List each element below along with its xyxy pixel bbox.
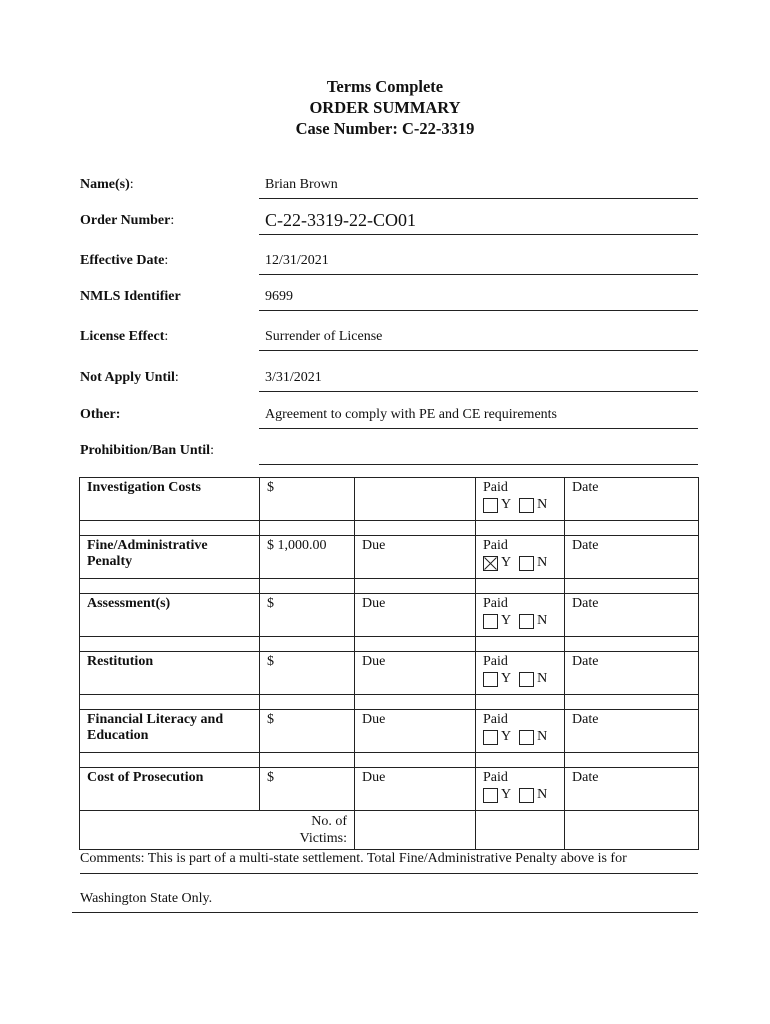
victims-extra-1 [476, 811, 565, 850]
comments-section [80, 851, 698, 906]
names-value[interactable]: Brian Brown [259, 177, 698, 199]
victims-label: No. of Victims: [80, 811, 355, 850]
cost-due[interactable]: Due [355, 710, 476, 753]
spacer-row [80, 579, 699, 594]
order-number-field: Order Number: C-22-3319-22-CO01 [80, 213, 698, 235]
not-apply-until-field: Not Apply Until: 3/31/2021 [80, 370, 698, 392]
cost-name: Cost of Prosecution [80, 768, 260, 811]
cost-due[interactable]: Due [355, 594, 476, 637]
cost-due[interactable]: Due [355, 768, 476, 811]
spacer-row [80, 637, 699, 652]
not-apply-until-label: Not Apply Until [80, 370, 175, 385]
cost-paid-cell [476, 478, 565, 521]
cost-row [80, 594, 699, 637]
paid-label: Paid [483, 654, 508, 669]
comments-line-2[interactable]: Washington State Only. [72, 891, 698, 913]
paid-no-checkbox[interactable] [519, 498, 534, 513]
cost-date[interactable]: Date [565, 536, 699, 579]
cost-row [80, 652, 699, 695]
names-label: Name(s) [80, 177, 130, 192]
cost-amount[interactable]: $ [260, 710, 355, 753]
paid-no-checkbox[interactable] [519, 730, 534, 745]
paid-yes-checkbox[interactable] [483, 614, 498, 629]
cost-paid-cell [476, 652, 565, 695]
not-apply-until-value[interactable]: 3/31/2021 [259, 370, 698, 392]
cost-date[interactable]: Date [565, 710, 699, 753]
paid-yes-checkbox[interactable] [483, 672, 498, 687]
cost-name: Assessment(s) [80, 594, 260, 637]
paid-no-checkbox[interactable] [519, 614, 534, 629]
paid-no-label: N [537, 729, 548, 744]
costs-table [79, 477, 699, 850]
cost-row [80, 710, 699, 753]
paid-yes-label: Y [501, 787, 512, 802]
cost-paid-cell [476, 536, 565, 579]
prohibition-field: Prohibition/Ban Until: [80, 443, 698, 465]
cost-due[interactable]: Due [355, 652, 476, 695]
nmls-field [80, 289, 698, 311]
cost-paid-cell [476, 594, 565, 637]
cost-paid-cell [476, 710, 565, 753]
comments-line-1[interactable]: Comments: This is part of a multi-state settlement. Total Fine/Administrative Penalty above is for [80, 851, 698, 874]
nmls-label: NMLS Identifier [80, 289, 181, 304]
cost-row [80, 478, 699, 521]
cost-date[interactable]: Date [565, 478, 699, 521]
paid-no-checkbox[interactable] [519, 672, 534, 687]
cost-date[interactable]: Date [565, 652, 699, 695]
paid-no-checkbox[interactable] [519, 788, 534, 803]
effective-date-label: Effective Date [80, 253, 165, 268]
other-label: Other: [80, 407, 121, 422]
document-header [0, 76, 770, 139]
cost-name: Investigation Costs [80, 478, 260, 521]
paid-yes-label: Y [501, 555, 512, 570]
paid-no-label: N [537, 497, 548, 512]
victims-row [80, 811, 699, 850]
paid-label: Paid [483, 712, 508, 727]
paid-no-label: N [537, 555, 548, 570]
cost-due[interactable]: Due [355, 536, 476, 579]
cost-due[interactable] [355, 478, 476, 521]
order-number-value[interactable]: C-22-3319-22-CO01 [259, 210, 698, 235]
paid-yes-checkbox[interactable] [483, 730, 498, 745]
cost-row [80, 768, 699, 811]
paid-label: Paid [483, 538, 508, 553]
cost-amount[interactable]: $ [260, 478, 355, 521]
other-field [80, 407, 698, 429]
cost-row [80, 536, 699, 579]
cost-paid-cell [476, 768, 565, 811]
cost-amount[interactable]: $ [260, 768, 355, 811]
cost-date[interactable]: Date [565, 768, 699, 811]
cost-date[interactable]: Date [565, 594, 699, 637]
cost-name: Fine/Administrative Penalty [80, 536, 260, 579]
paid-label: Paid [483, 770, 508, 785]
license-effect-field: License Effect: Surrender of License [80, 329, 698, 351]
paid-label: Paid [483, 596, 508, 611]
title-order-summary: ORDER SUMMARY [309, 98, 461, 117]
paid-label: Paid [483, 480, 508, 495]
spacer-row [80, 753, 699, 768]
cost-amount[interactable]: $ [260, 594, 355, 637]
paid-yes-label: Y [501, 613, 512, 628]
paid-yes-checkbox[interactable] [483, 498, 498, 513]
effective-date-value[interactable]: 12/31/2021 [259, 253, 698, 275]
effective-date-field: Effective Date: 12/31/2021 [80, 253, 698, 275]
paid-no-checkbox[interactable] [519, 556, 534, 571]
victims-count[interactable] [355, 811, 476, 850]
paid-yes-checkbox[interactable] [483, 556, 498, 571]
paid-yes-label: Y [501, 671, 512, 686]
paid-yes-label: Y [501, 497, 512, 512]
paid-yes-checkbox[interactable] [483, 788, 498, 803]
paid-yes-label: Y [501, 729, 512, 744]
cost-name: Restitution [80, 652, 260, 695]
prohibition-label: Prohibition/Ban Until [80, 443, 211, 458]
other-value[interactable]: Agreement to comply with PE and CE requirements [259, 407, 698, 429]
order-number-label: Order Number [80, 213, 171, 228]
nmls-value[interactable]: 9699 [259, 289, 698, 311]
spacer-row [80, 521, 699, 536]
prohibition-value[interactable] [259, 443, 698, 465]
cost-amount[interactable]: $ [260, 652, 355, 695]
paid-no-label: N [537, 671, 548, 686]
names-field: Name(s): Brian Brown [80, 177, 698, 199]
paid-no-label: N [537, 787, 548, 802]
title-terms-complete: Terms Complete [326, 77, 444, 96]
victims-extra-2 [565, 811, 699, 850]
license-effect-value[interactable]: Surrender of License [259, 329, 698, 351]
spacer-row [80, 695, 699, 710]
cost-name: Financial Literacy and Education [80, 710, 260, 753]
license-effect-label: License Effect [80, 329, 165, 344]
title-case-number: Case Number: C-22-3319 [295, 119, 475, 138]
paid-no-label: N [537, 613, 548, 628]
cost-amount[interactable]: $ 1,000.00 [260, 536, 355, 579]
